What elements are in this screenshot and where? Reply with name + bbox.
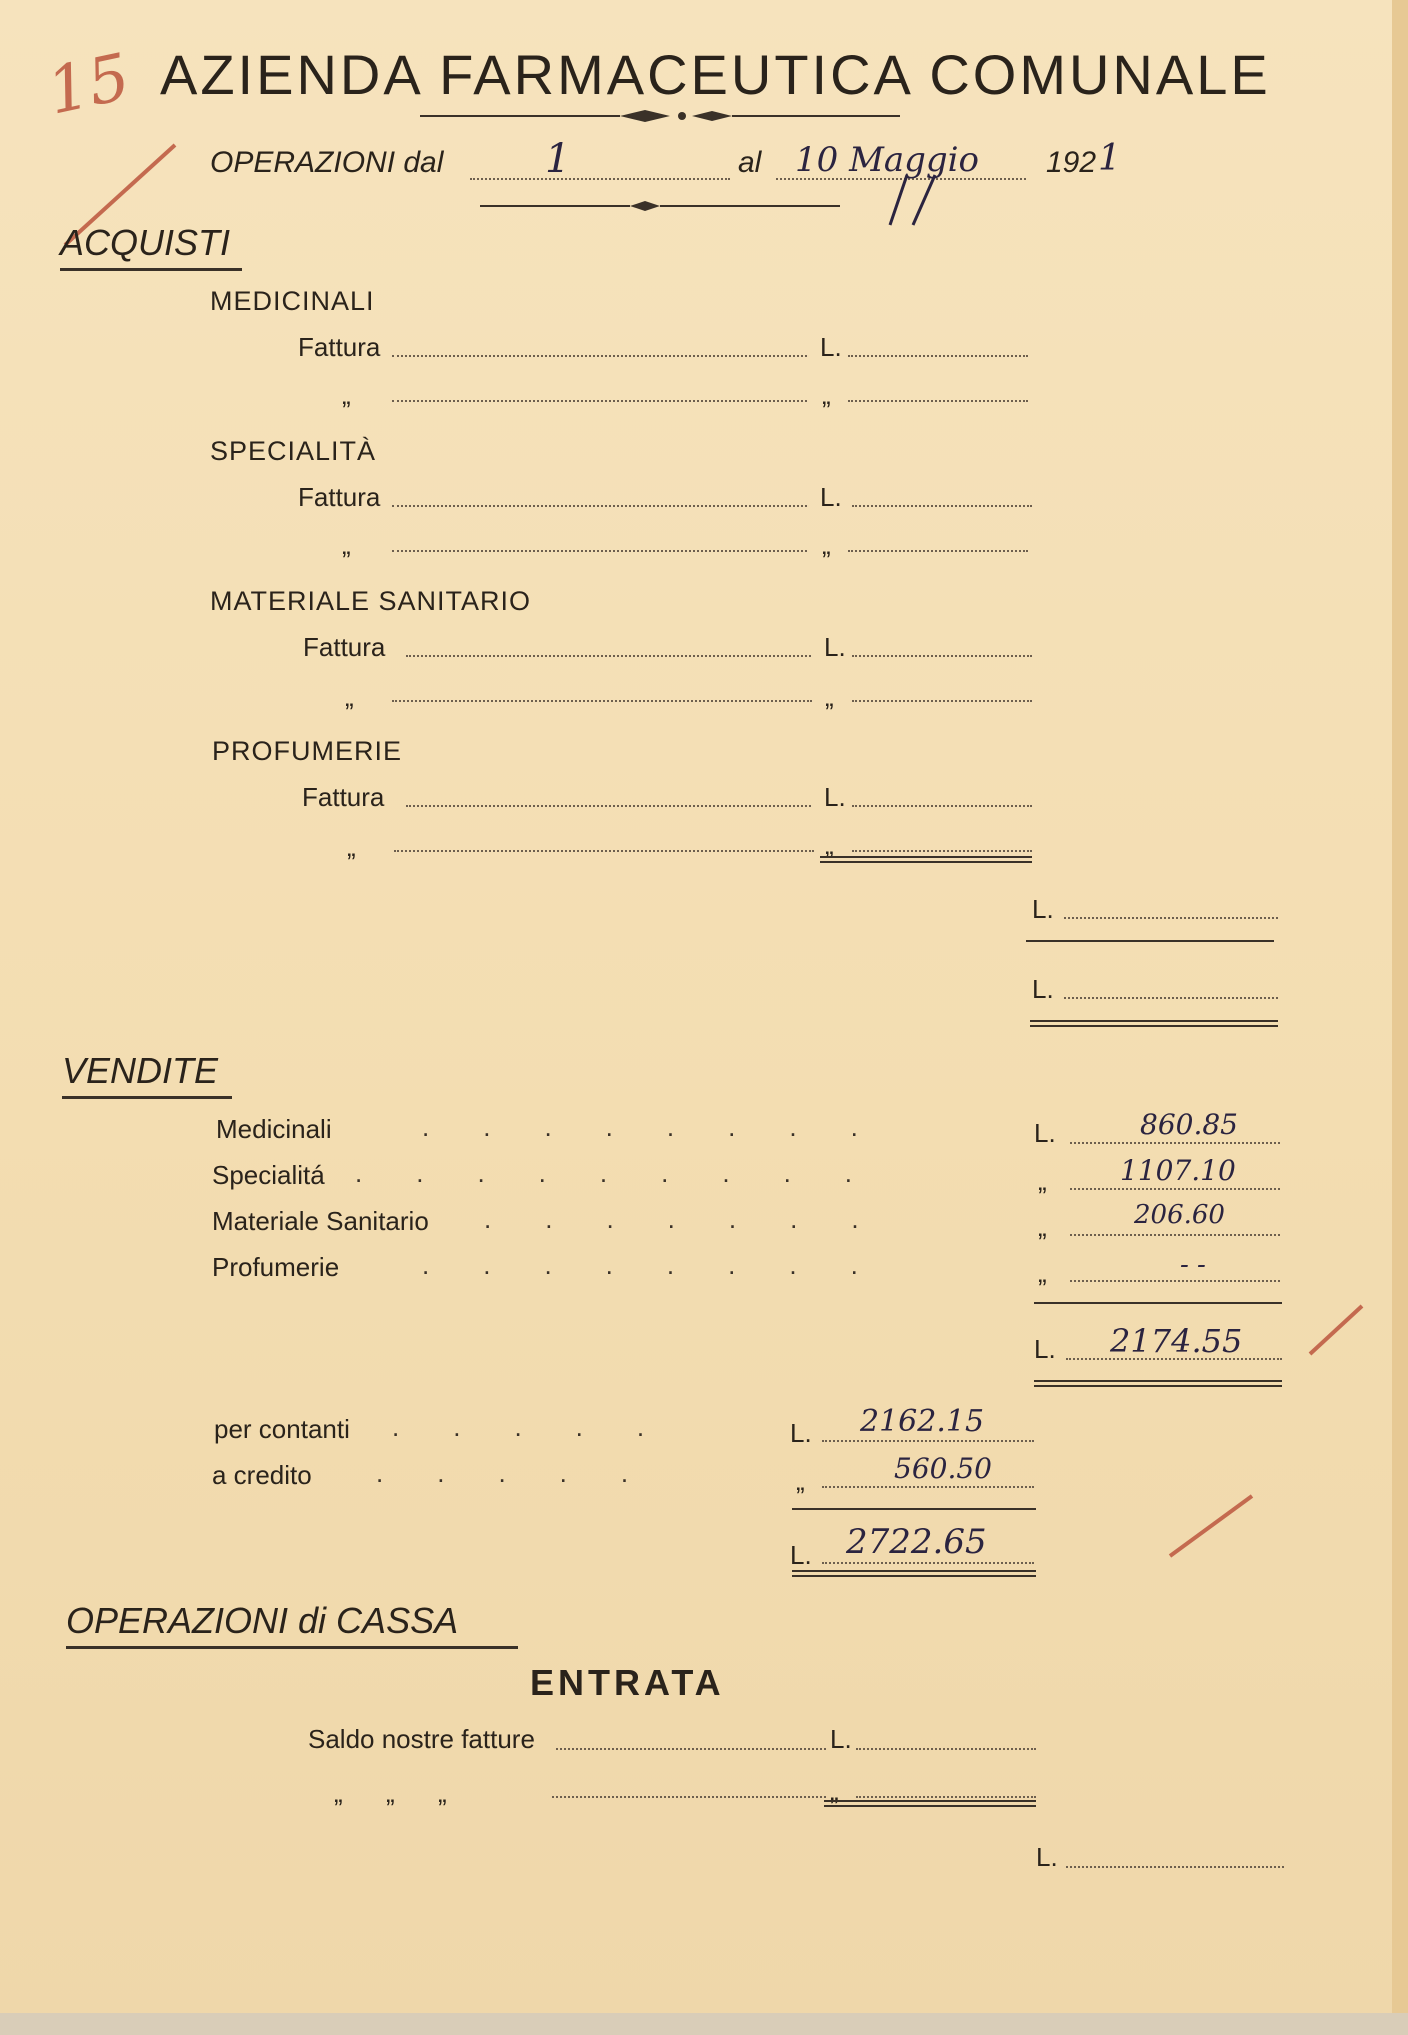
medicinali-fattura-line	[392, 355, 807, 357]
medicinali-ditto-currency: „	[822, 380, 831, 410]
acquisti-subtotal-rule	[1026, 940, 1274, 942]
profumerie-ditto-currency: „	[825, 830, 834, 860]
vendite-row-profumerie-currency: „	[1038, 1258, 1047, 1288]
from-day-value: 1	[545, 136, 571, 182]
medicinali-currency: L.	[820, 332, 842, 362]
cassa-final-line	[1066, 1866, 1284, 1868]
vendite-total-double-rule	[1034, 1380, 1282, 1387]
vendite-row-materiale-leader: .......	[484, 1204, 913, 1234]
materiale-ditto-amount-line	[852, 700, 1032, 702]
category-profumerie: PROFUMERIE	[212, 736, 403, 766]
vendite-row-medicinali-label: Medicinali	[216, 1114, 332, 1144]
cassa-ditto-amount-line	[856, 1796, 1036, 1798]
medicinali-amount-line	[848, 355, 1028, 357]
category-specialita: SPECIALITÀ	[210, 436, 377, 466]
payment-credito-leader: .....	[376, 1458, 683, 1488]
payment-credito-value: 560.50	[894, 1452, 992, 1485]
payments-total-currency: L.	[790, 1540, 812, 1570]
medicinali-ditto-amount-line	[848, 400, 1028, 402]
acquisti-total-double-rule	[1030, 1020, 1278, 1027]
acquisti-heading: ACQUISTI	[60, 222, 231, 263]
sub-ornament	[480, 196, 840, 216]
materiale-fattura-label: Fattura	[303, 632, 386, 662]
payment-contanti-leader: .....	[392, 1412, 699, 1442]
saldo-amount-line	[856, 1748, 1036, 1750]
vendite-row-specialita-value: 1107.10	[1120, 1154, 1236, 1187]
cassa-ditto-row: „ „ „	[334, 1778, 447, 1808]
title-ornament	[420, 106, 900, 126]
profumerie-double-rule	[820, 856, 1032, 863]
to-label: al	[738, 146, 762, 179]
cassa-heading: OPERAZIONI di CASSA	[66, 1600, 459, 1641]
payment-credito-currency: „	[796, 1466, 805, 1496]
medicinali-ditto-line	[392, 400, 807, 402]
medicinali-fattura-label: Fattura	[298, 332, 381, 362]
vendite-rows-rule	[1034, 1302, 1282, 1304]
specialita-ditto-line	[392, 550, 807, 552]
specialita-amount-line	[852, 505, 1032, 507]
from-date-line	[470, 178, 730, 180]
profumerie-ditto: „	[347, 832, 356, 862]
payments-total-double-rule	[792, 1570, 1036, 1577]
payment-contanti-line	[822, 1440, 1034, 1442]
vendite-row-medicinali-value: 860.85	[1140, 1108, 1238, 1141]
saldo-line	[556, 1748, 826, 1750]
vendite-row-medicinali-leader: ........	[422, 1112, 912, 1142]
year-prefix: 192	[1046, 146, 1097, 179]
specialita-fattura-label: Fattura	[298, 482, 381, 512]
acquisti-subtotal-currency: L.	[1032, 894, 1054, 924]
corner-mark: 15	[41, 40, 137, 130]
materiale-fattura-line	[406, 655, 811, 657]
acquisti-total-line	[1064, 997, 1278, 999]
acquisti-underline	[60, 268, 242, 271]
paper-edge-right	[1392, 0, 1408, 2035]
vendite-underline	[62, 1096, 232, 1099]
vendite-row-specialita-leader: .........	[355, 1158, 907, 1188]
vendite-row-medicinali-currency: L.	[1034, 1118, 1056, 1148]
year-suffix-value: 1	[1098, 138, 1121, 179]
vendite-row-materiale-line	[1070, 1234, 1280, 1236]
specialita-ditto-currency: „	[822, 530, 831, 560]
saldo-label: Saldo nostre fatture	[308, 1724, 535, 1754]
payments-total-line	[822, 1562, 1034, 1564]
profumerie-currency: L.	[824, 782, 846, 812]
category-medicinali: MEDICINALI	[210, 286, 375, 316]
specialita-ditto-amount-line	[848, 550, 1028, 552]
cassa-ditto-line	[552, 1796, 826, 1798]
vendite-row-materiale-value: 206.60	[1134, 1200, 1225, 1230]
specialita-fattura-line	[392, 505, 807, 507]
handwritten-tick	[885, 170, 945, 230]
cassa-ditto-double-rule	[824, 1800, 1036, 1807]
materiale-ditto-line	[392, 700, 812, 702]
payment-contanti-label: per contanti	[214, 1414, 350, 1444]
saldo-currency: L.	[830, 1724, 852, 1754]
specialita-currency: L.	[820, 482, 842, 512]
vendite-row-profumerie-value: - -	[1180, 1250, 1206, 1280]
vendite-row-profumerie-leader: ........	[422, 1250, 912, 1280]
red-pencil-tick-payments	[1166, 1490, 1256, 1560]
to-date-value: 10 Maggio	[795, 140, 980, 180]
vendite-row-profumerie-label: Profumerie	[212, 1252, 340, 1282]
entrata-label: ENTRATA	[530, 1662, 725, 1703]
medicinali-ditto: „	[342, 380, 351, 410]
vendite-row-medicinali-line	[1070, 1142, 1280, 1144]
vendite-row-specialita-line	[1070, 1188, 1280, 1190]
payment-contanti-currency: L.	[790, 1418, 812, 1448]
payments-total-value: 2722.65	[846, 1522, 987, 1562]
profumerie-ditto-line	[394, 850, 814, 852]
specialita-ditto: „	[342, 530, 351, 560]
category-materiale-sanitario: MATERIALE SANITARIO	[210, 586, 532, 616]
vendite-total-value: 2174.55	[1110, 1322, 1243, 1360]
vendite-heading: VENDITE	[62, 1050, 219, 1091]
profumerie-fattura-label: Fattura	[302, 782, 385, 812]
profumerie-ditto-amount-line	[852, 850, 1032, 852]
red-pencil-tick-vendite	[1306, 1300, 1366, 1360]
payment-credito-label: a credito	[212, 1460, 312, 1490]
operazioni-label: OPERAZIONI dal	[210, 146, 444, 179]
vendite-row-materiale-currency: „	[1038, 1212, 1047, 1242]
payments-rule	[792, 1508, 1036, 1510]
acquisti-total-currency: L.	[1032, 974, 1054, 1004]
materiale-ditto: „	[345, 682, 354, 712]
paper-edge-bottom	[0, 2013, 1408, 2035]
materiale-amount-line	[852, 655, 1032, 657]
payment-credito-line	[822, 1486, 1034, 1488]
vendite-total-currency: L.	[1034, 1334, 1056, 1364]
cassa-underline	[66, 1646, 518, 1649]
vendite-row-materiale-label: Materiale Sanitario	[212, 1206, 429, 1236]
vendite-row-profumerie-line	[1070, 1280, 1280, 1282]
profumerie-amount-line	[852, 805, 1032, 807]
materiale-ditto-currency: „	[825, 682, 834, 712]
acquisti-subtotal-line	[1064, 917, 1278, 919]
vendite-row-specialita-label: Specialitá	[212, 1160, 325, 1190]
payment-contanti-value: 2162.15	[860, 1404, 985, 1439]
vendite-row-specialita-currency: „	[1038, 1166, 1047, 1196]
profumerie-fattura-line	[406, 805, 811, 807]
cassa-ditto-currency: „	[830, 1776, 839, 1806]
page-title: AZIENDA FARMACEUTICA COMUNALE	[160, 43, 1271, 106]
cassa-final-currency: L.	[1036, 1842, 1058, 1872]
materiale-currency: L.	[824, 632, 846, 662]
